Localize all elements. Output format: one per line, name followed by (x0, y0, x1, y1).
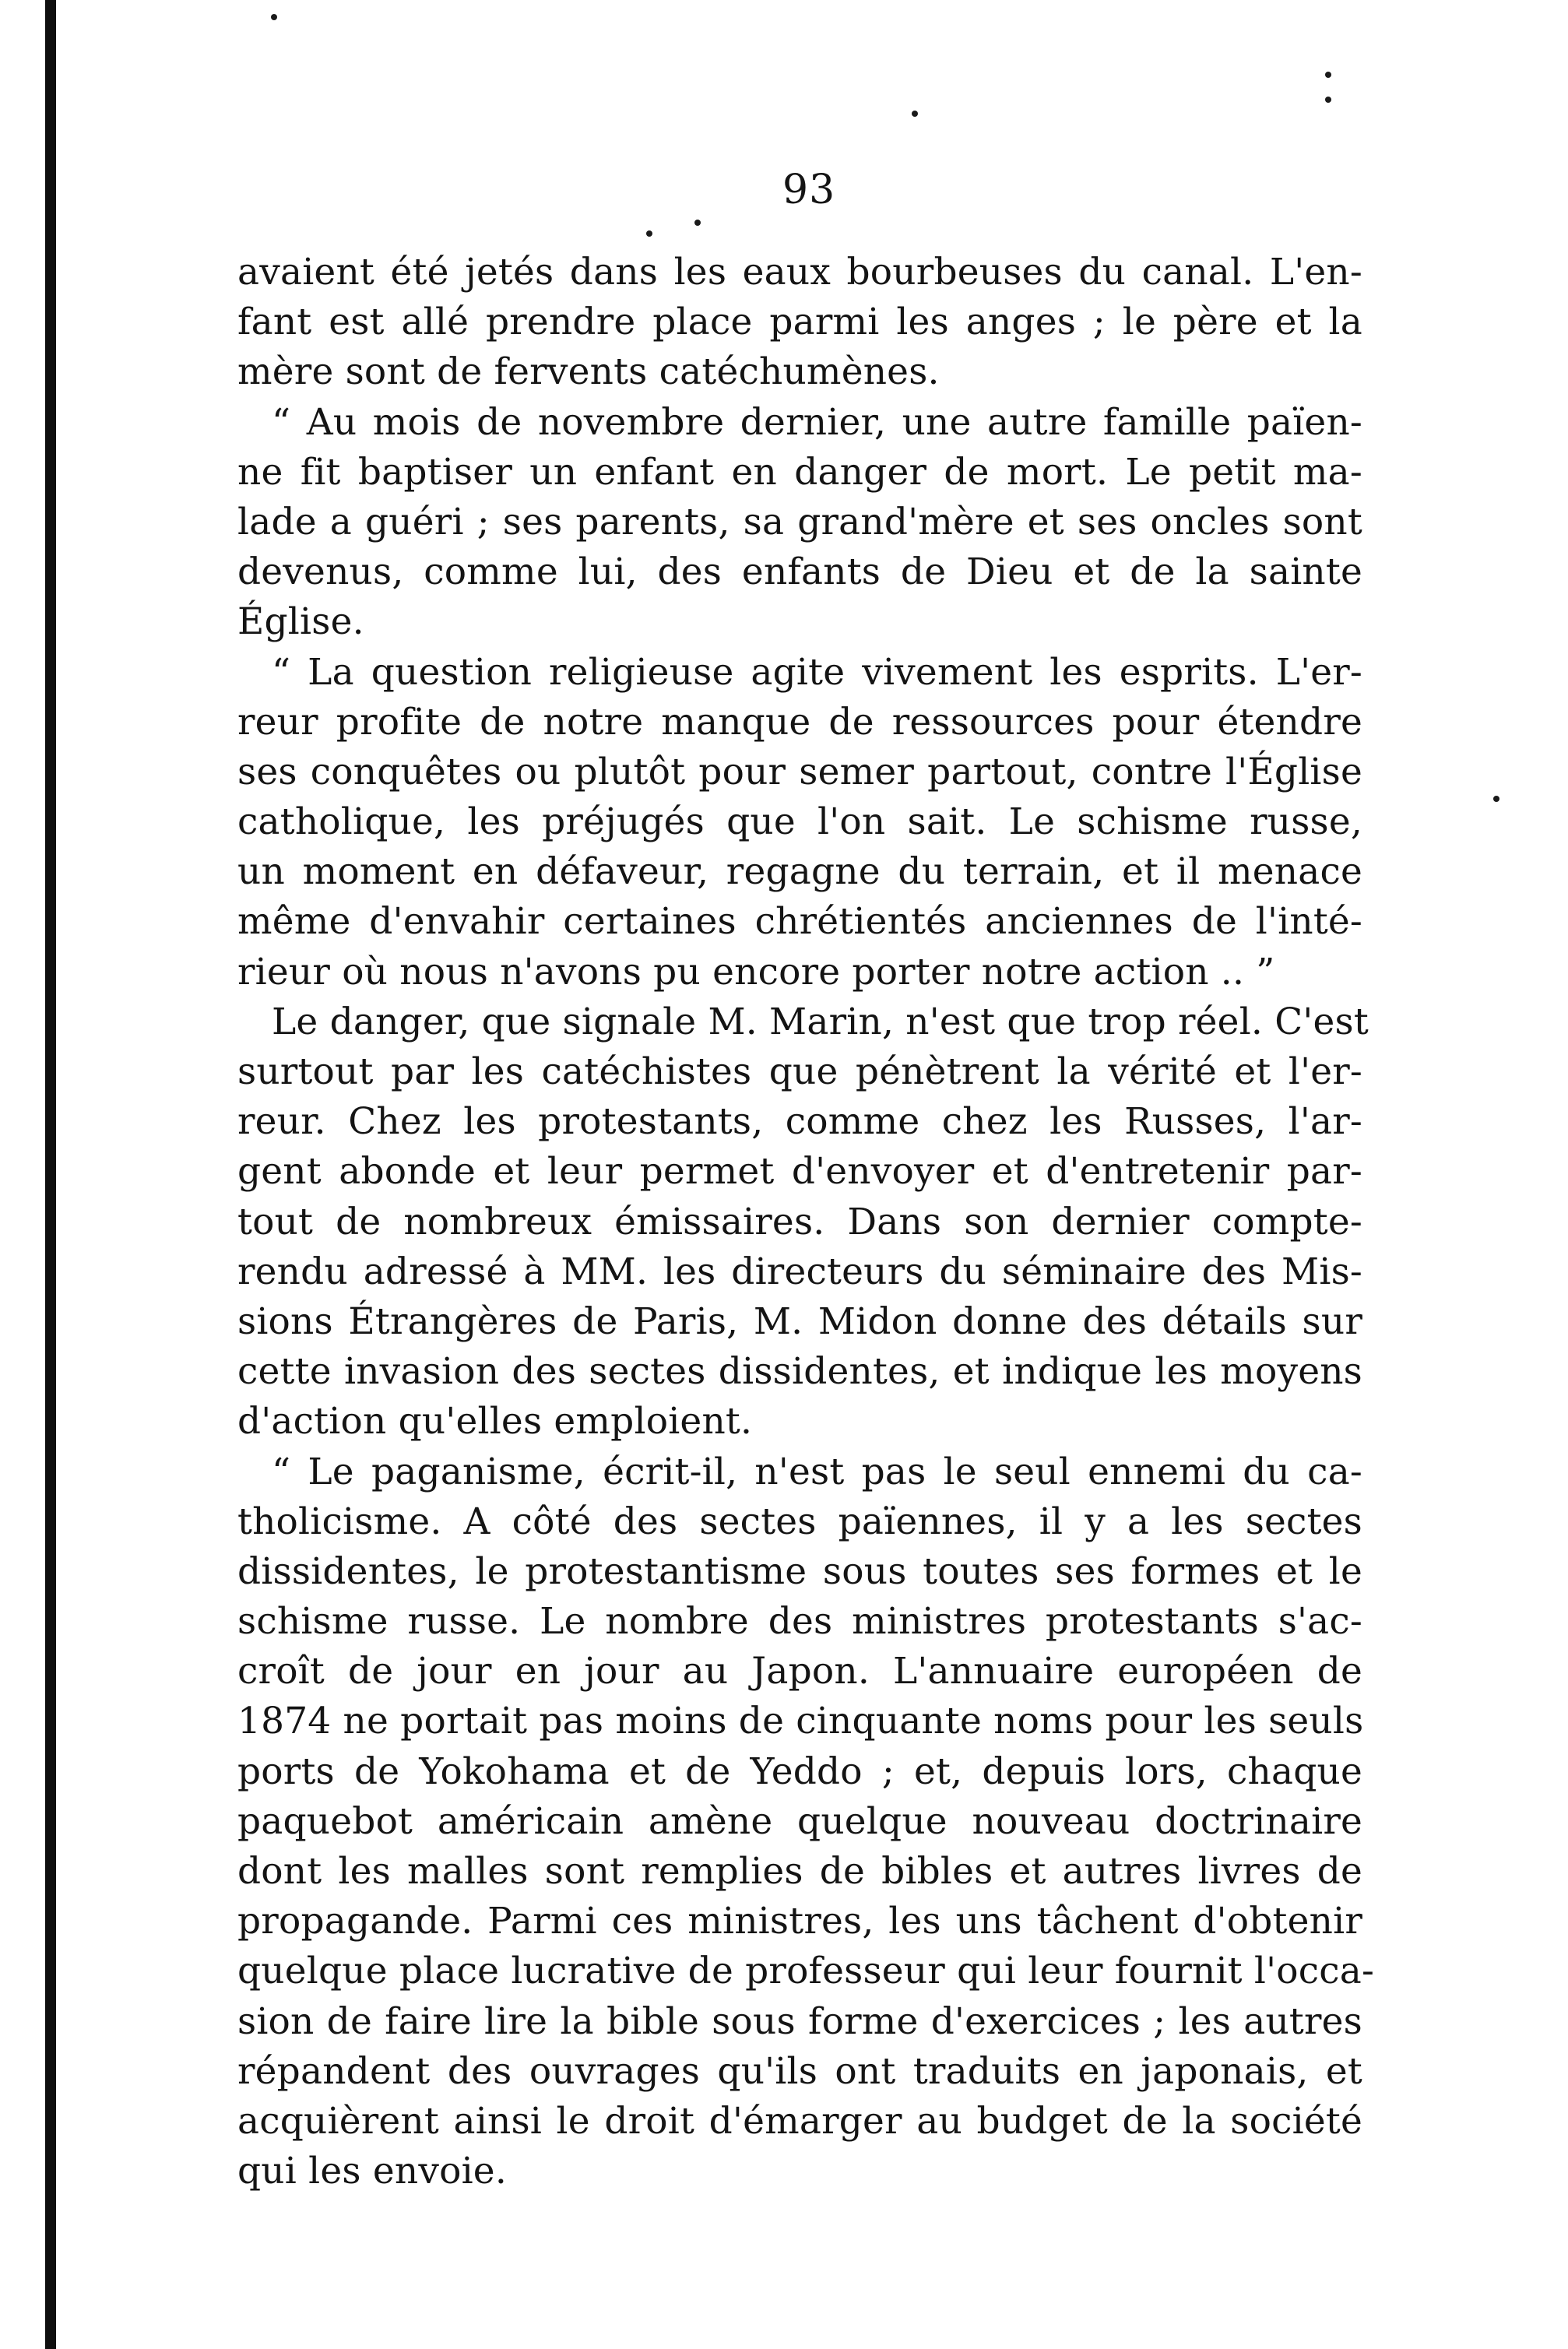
text-line: ses conquêtes ou plutôt pour semer partout, contre l'Église (237, 750, 1362, 793)
text-line: répandent des ouvrages qu'ils ont traduits en japonais, et (237, 2049, 1362, 2093)
text-line: même d'envahir certaines chrétientés anciennes de l'inté- (237, 900, 1362, 944)
text-line: tholicisme. A côté des sectes païennes, il y a les sectes (237, 1500, 1362, 1543)
text-line: mère sont de fervents catéchumènes. (237, 350, 940, 394)
scan-speck (912, 111, 918, 117)
text-line: rendu adressé à MM. les directeurs du séminaire des Mis- (237, 1250, 1362, 1293)
scan-speck (271, 14, 277, 20)
scan-speck (1493, 796, 1499, 802)
page-text (237, 248, 1375, 2196)
page-number: 93 (782, 167, 836, 213)
text-line: propagande. Parmi ces ministres, les uns tâchent d'obtenir (237, 1900, 1362, 1943)
text-line: qui les envoie. (237, 2150, 507, 2193)
text-line: 1874 ne portait pas moins de cinquante noms pour les seuls (237, 1700, 1364, 1743)
text-line: acquièrent ainsi le droit d'émarger au budget de la société (237, 2099, 1362, 2143)
text-line: croît de jour en jour au Japon. L'annuaire européen de (237, 1650, 1362, 1693)
text-line: Le danger, que signale M. Marin, n'est que trop réel. C'est (272, 1000, 1369, 1043)
text-line: devenus, comme lui, des enfants de Dieu et de la sainte (237, 550, 1362, 594)
text-line: “ Le paganisme, écrit-il, n'est pas le seul ennemi du ca- (272, 1450, 1362, 1493)
text-line: cette invasion des sectes dissidentes, et indique les moyens (237, 1350, 1362, 1394)
text-line: quelque place lucrative de professeur qui leur fournit l'occa- (237, 1950, 1375, 1993)
text-line: gent abonde et leur permet d'envoyer et d'entretenir par- (237, 1150, 1362, 1194)
text-line: reur profite de notre manque de ressources pour étendre (237, 700, 1362, 744)
text-line: dissidentes, le protestantisme sous toutes ses formes et le (237, 1549, 1362, 1593)
text-line: paquebot américain amène quelque nouveau doctrinaire (237, 1799, 1362, 1843)
scan-speck (694, 220, 701, 226)
scan-speck (1325, 97, 1331, 103)
text-line: sions Étrangères de Paris, M. Midon donne des détails sur (237, 1299, 1362, 1343)
text-line: dont les malles sont remplies de bibles et autres livres de (237, 1850, 1362, 1893)
text-line: d'action qu'elles emploient. (237, 1400, 753, 1444)
text-line: tout de nombreux émissaires. Dans son dernier compte- (237, 1200, 1362, 1243)
scan-speck (1325, 72, 1331, 78)
text-line: lade a guéri ; ses parents, sa grand'mère et ses oncles sont (237, 500, 1362, 543)
text-line: ports de Yokohama et de Yeddo ; et, depuis lors, chaque (237, 1749, 1362, 1793)
text-line: surtout par les catéchistes que pénètrent la vérité et l'er- (237, 1050, 1362, 1093)
text-line: un moment en défaveur, regagne du terrain, et il menace (237, 850, 1362, 894)
text-line: schisme russe. Le nombre des ministres protestants s'ac- (237, 1600, 1362, 1644)
text-line: avaient été jetés dans les eaux bourbeuses du canal. L'en- (237, 251, 1362, 294)
text-line: rieur où nous n'avons pu encore porter notre action .. ” (237, 950, 1275, 993)
text-line: “ Au mois de novembre dernier, une autre famille païen- (272, 400, 1362, 444)
text-line: reur. Chez les protestants, comme chez les Russes, l'ar- (237, 1100, 1362, 1144)
binding-edge (45, 0, 56, 2349)
text-line: ne fit baptiser un enfant en danger de mort. Le petit ma- (237, 450, 1362, 494)
text-line: sion de faire lire la bible sous forme d'exercices ; les autres (237, 1999, 1362, 2043)
text-line: Église. (237, 600, 364, 644)
scan-speck (646, 230, 652, 237)
text-line: catholique, les préjugés que l'on sait. Le schisme russe, (237, 800, 1362, 844)
text-line: “ La question religieuse agite vivement les esprits. L'er- (272, 650, 1362, 694)
text-line: fant est allé prendre place parmi les anges ; le père et la (237, 301, 1362, 344)
